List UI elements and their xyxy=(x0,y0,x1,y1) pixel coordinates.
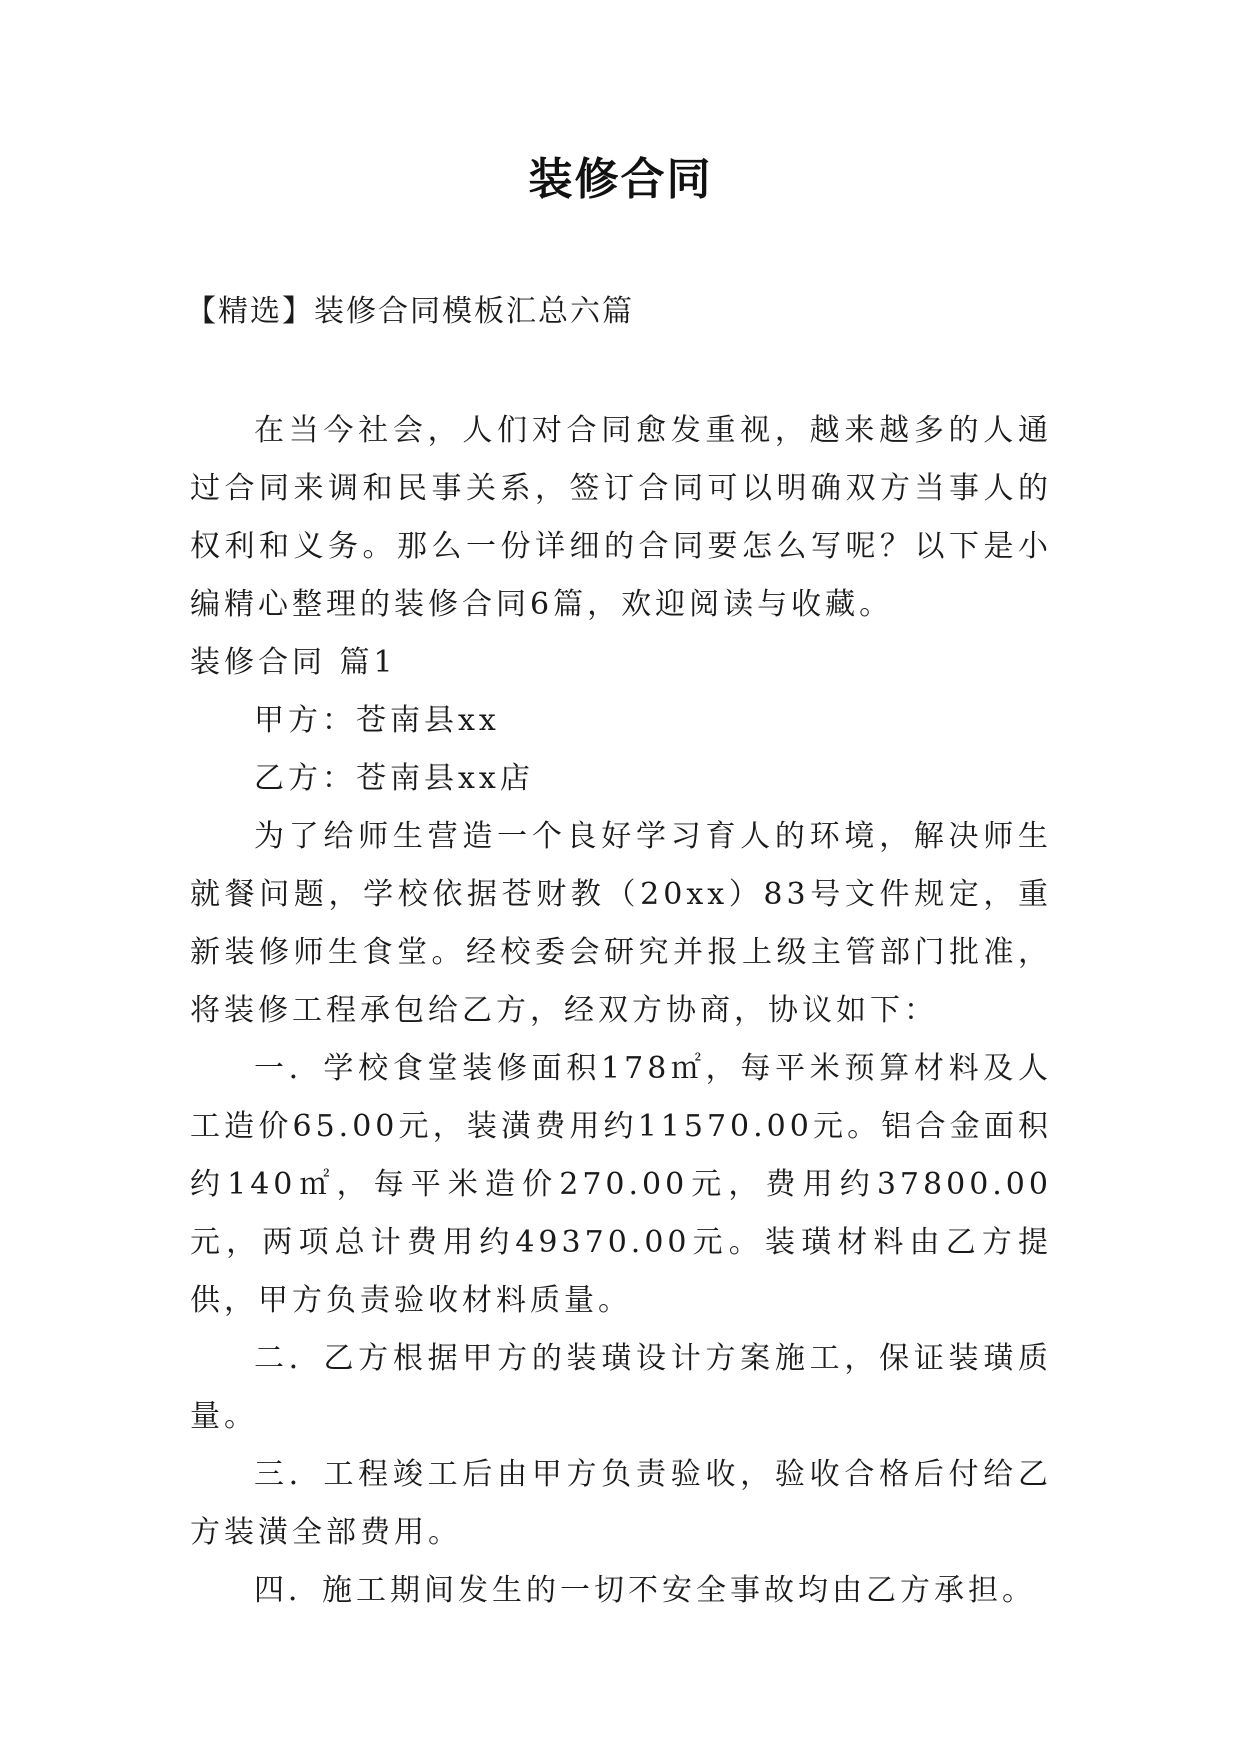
document-subtitle: 【精选】装修合同模板汇总六篇 xyxy=(186,294,634,329)
section-heading: 装修合同 篇1 xyxy=(190,645,397,680)
document-body xyxy=(190,402,1052,1620)
purpose-paragraph: 为了给师生营造一个良好学习育人的环境，解决师生就餐问题，学校依据苍财教（20xx）83号文件规定，重新装修师生食堂。经校委会研究并报上级主管部门批准，将装修工程承包给乙方，经双方协商，协议如下： xyxy=(190,819,1052,1028)
intro-paragraph: 在当今社会，人们对合同愈发重视，越来越多的人通过合同来调和民事关系，签订合同可以明确双方当事人的权利和义务。那么一份详细的合同要怎么写呢？以下是小编精心整理的装修合同6篇，欢迎阅读与收藏。 xyxy=(190,413,1052,622)
clause-4: 四．施工期间发生的一切不安全事故均由乙方承担。 xyxy=(254,1573,1036,1608)
clause-2: 二．乙方根据甲方的装璜设计方案施工，保证装璜质量。 xyxy=(190,1341,1052,1434)
clause-1: 一．学校食堂装修面积178㎡，每平米预算材料及人工造价65.00元，装潢费用约11570.00元。铝合金面积约140㎡，每平米造价270.00元，费用约37800.00元，两项总计费用约49370.00元。装璜材料由乙方提供，甲方负责验收材料质量。 xyxy=(190,1051,1052,1318)
party-b-line: 乙方：苍南县xx店 xyxy=(254,761,534,796)
party-a-line: 甲方：苍南县xx xyxy=(254,703,500,738)
clause-3: 三．工程竣工后由甲方负责验收，验收合格后付给乙方装潢全部费用。 xyxy=(190,1457,1052,1550)
document-title: 装修合同 xyxy=(528,154,713,205)
